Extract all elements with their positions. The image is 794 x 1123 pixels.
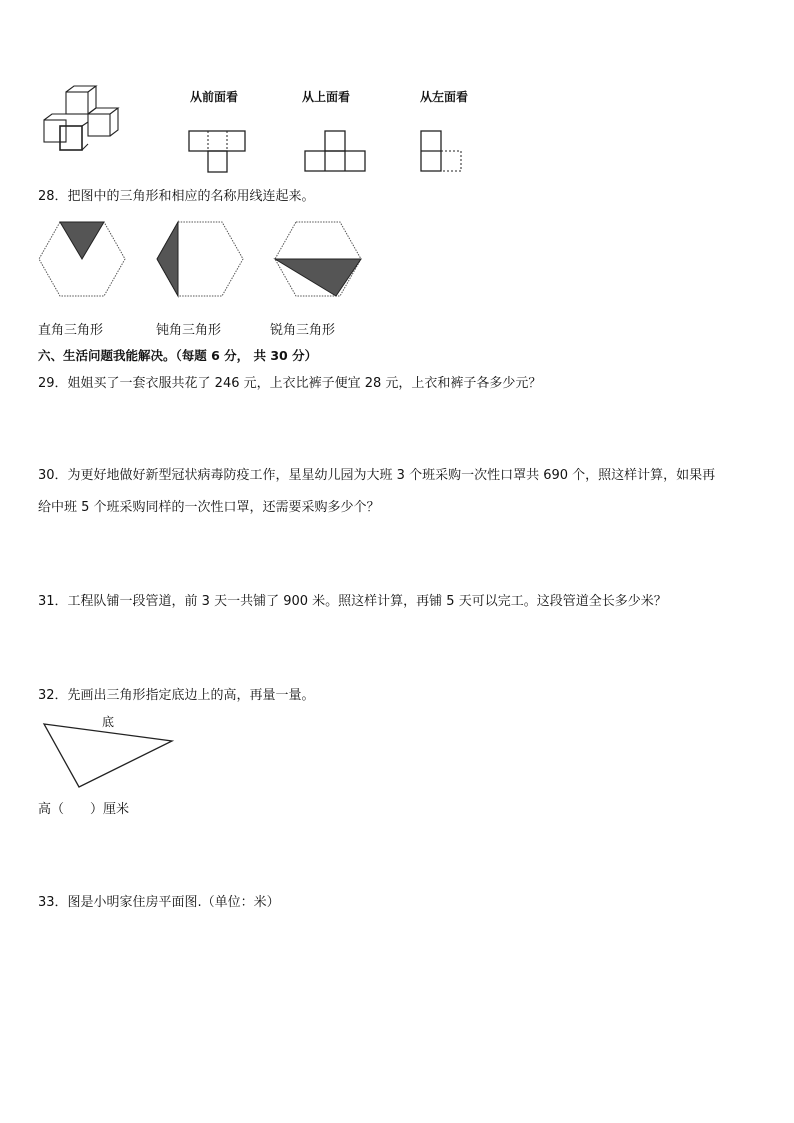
hexagon-triangle-1 bbox=[38, 221, 128, 297]
name-acute-triangle: 锐角三角形 bbox=[270, 323, 336, 338]
top-view-label: 从上面看 bbox=[302, 90, 351, 104]
q30-line1: 30．为更好地做好新型冠状病毒防疫工作，星星幼儿园为大班 3 个班采购一次性口罩共 690 个，照这样计算，如果再 bbox=[38, 468, 716, 483]
left-view-label: 从左面看 bbox=[420, 90, 469, 104]
cube-stack-figure bbox=[40, 84, 140, 156]
q31-text: 31．工程队铺一段管道，前 3 天一共铺了 900 米。照这样计算，再铺 5 天可以完工。这段管道全长多少米？ bbox=[38, 594, 667, 609]
hexagon-triangle-3 bbox=[274, 221, 364, 297]
left-view-figure bbox=[420, 130, 468, 174]
q32-base-label: 底 bbox=[102, 715, 115, 729]
top-view-figure bbox=[304, 130, 368, 174]
hexagon-triangle-2 bbox=[156, 221, 246, 297]
front-view-label: 从前面看 bbox=[190, 90, 239, 104]
front-view-figure bbox=[188, 130, 248, 174]
q28-prompt: 28．把图中的三角形和相应的名称用线连起来。 bbox=[38, 189, 315, 204]
q33-text: 33．图是小明家住房平面图.（单位：米） bbox=[38, 895, 280, 910]
q29-text: 29．姐姐买了一套衣服共花了 246 元，上衣比裤子便宜 28 元，上衣和裤子各多少元？ bbox=[38, 376, 542, 391]
q32-text: 32．先画出三角形指定底边上的高，再量一量。 bbox=[38, 688, 315, 703]
q30-line2: 给中班 5 个班采购同样的一次性口罩，还需要采购多少个？ bbox=[38, 500, 380, 515]
q32-height-answer: 高（ ）厘米 bbox=[38, 802, 130, 817]
name-right-triangle: 直角三角形 bbox=[38, 323, 104, 338]
q32-triangle bbox=[42, 722, 176, 790]
section6-heading: 六、生活问题我能解决。（每题 6 分， 共 30 分） bbox=[38, 348, 318, 363]
name-obtuse-triangle: 钝角三角形 bbox=[156, 323, 222, 338]
